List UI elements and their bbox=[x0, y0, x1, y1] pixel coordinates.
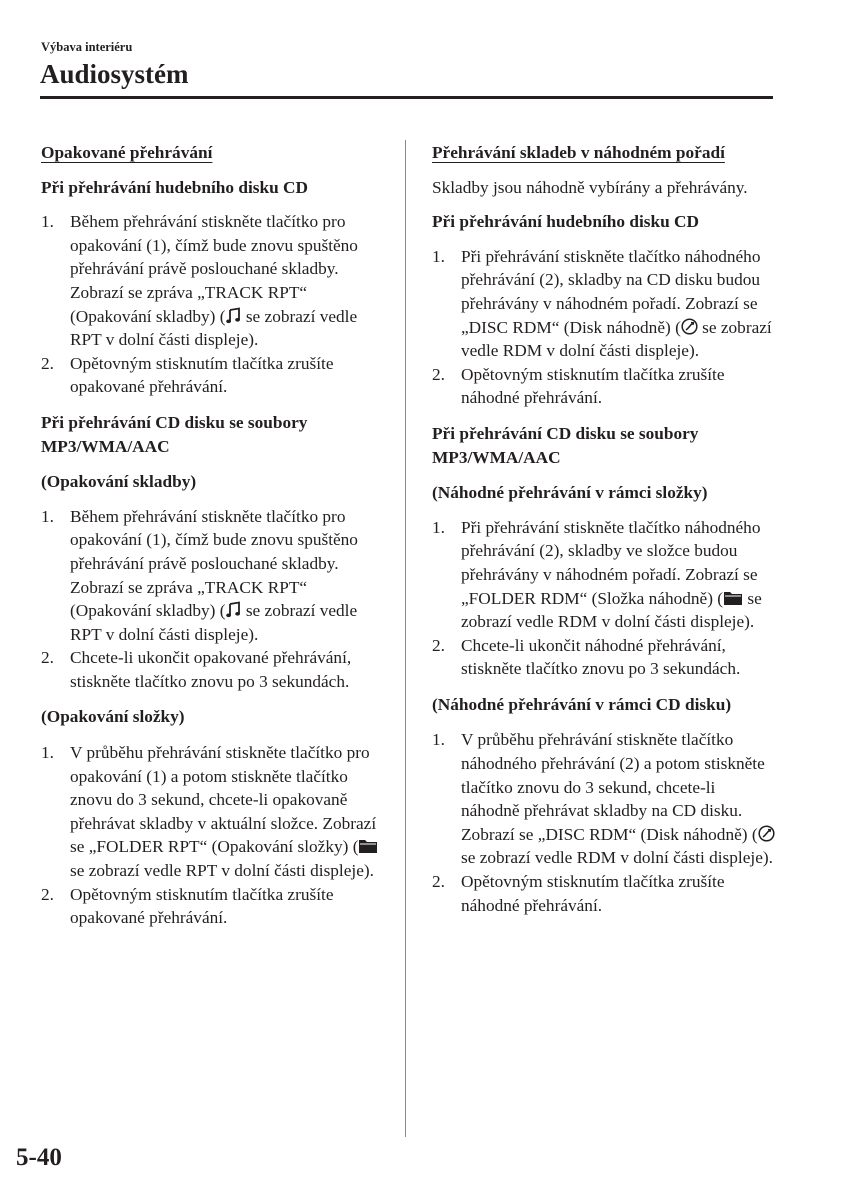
subheading-mp3-disc: Při přehrávání CD disku se soubory MP3/WMA/AAC bbox=[41, 412, 308, 456]
step-number: 1. bbox=[432, 517, 445, 537]
step-number: 2. bbox=[41, 353, 54, 373]
subheading-repeat-folder: (Opakování složky) bbox=[41, 707, 185, 727]
step-number: 2. bbox=[41, 884, 54, 904]
step-number: 2. bbox=[41, 648, 54, 668]
subheading-mp3-disc: Při přehrávání CD disku se soubory MP3/WMA/AAC bbox=[432, 423, 699, 467]
folder-icon bbox=[358, 838, 378, 854]
list-item bbox=[41, 352, 391, 399]
step-text: Opětovným stisknutím tlačítka zrušíte náhodné přehrávání. bbox=[461, 872, 725, 915]
subheading-audio-cd: Při přehrávání hudebního disku CD bbox=[432, 212, 699, 232]
step-text: se zobrazí vedle RDM v dolní části displeje). bbox=[461, 317, 772, 361]
right-column bbox=[432, 141, 777, 917]
step-text: Opětovným stisknutím tlačítka zrušíte opakované přehrávání. bbox=[70, 884, 334, 928]
step-number: 1. bbox=[432, 730, 445, 750]
list-item bbox=[41, 210, 391, 352]
title-rule bbox=[40, 96, 773, 99]
left-column bbox=[41, 141, 391, 930]
step-number: 1. bbox=[41, 212, 54, 232]
step-text: se zobrazí vedle RDM v dolní části displeje). bbox=[461, 588, 762, 632]
list-item bbox=[41, 883, 391, 930]
list-item bbox=[432, 245, 777, 363]
list-item bbox=[432, 516, 777, 634]
subheading-audio-cd: Při přehrávání hudebního disku CD bbox=[41, 177, 308, 197]
list-item bbox=[432, 363, 777, 410]
steps-random-disc bbox=[432, 728, 777, 917]
step-text: se zobrazí vedle RPT v dolní části displeje). bbox=[70, 306, 358, 350]
step-number: 1. bbox=[41, 506, 54, 526]
subheading-random-folder: (Náhodné přehrávání v rámci složky) bbox=[432, 483, 708, 503]
step-text: Během přehrávání stiskněte tlačítko pro opakování (1), čímž bude znovu spuštěno přehrávání právě poslouchané skladby. Zobrazí se zpráva „TRACK RPT“ (Opakování skladby) ( bbox=[70, 212, 358, 326]
list-item bbox=[41, 646, 391, 693]
subheading-random-disc: (Náhodné přehrávání v rámci CD disku) bbox=[432, 694, 732, 714]
music-note-icon bbox=[226, 307, 242, 324]
page-title: Audiosystém bbox=[40, 59, 189, 89]
step-text: se zobrazí vedle RPT v dolní části displeje). bbox=[70, 861, 374, 881]
music-note-icon bbox=[226, 601, 242, 618]
list-item bbox=[432, 870, 777, 917]
step-text: Při přehrávání stiskněte tlačítko náhodného přehrávání (2), skladby ve složce budou přehrávány v náhodném pořadí. Zobrazí se „FOLDER RDM“ (Složka náhodně) ( bbox=[461, 517, 761, 608]
steps-repeat-audio-cd bbox=[41, 210, 391, 399]
step-number: 1. bbox=[432, 246, 445, 266]
step-text: V průběhu přehrávání stiskněte tlačítko pro opakování (1) a potom stiskněte tlačítko znovu do 3 sekund, chcete-li opakovaně přehrávat skladby v aktuální složce. Zobrazí se „FOLDER RPT“ (Opakování složky) ( bbox=[70, 743, 377, 857]
disc-random-icon bbox=[758, 825, 775, 842]
column-divider bbox=[405, 140, 406, 1137]
section-label: Výbava interiéru bbox=[41, 40, 133, 54]
disc-random-icon bbox=[681, 318, 698, 335]
steps-random-audio-cd bbox=[432, 245, 777, 410]
step-text: Chcete-li ukončit opakované přehrávání, stiskněte tlačítko znovu po 3 sekundách. bbox=[70, 648, 352, 691]
step-text: Při přehrávání stiskněte tlačítko náhodného přehrávání (2), skladby na CD disku budou přehrávány v náhodném pořadí. Zobrazí se „DISC RDM“ (Disk náhodně) ( bbox=[461, 246, 761, 337]
step-text: Během přehrávání stiskněte tlačítko pro opakování (1), čímž bude znovu spuštěno přehrávání právě poslouchané skladby. Zobrazí se zpráva „TRACK RPT“ (Opakování skladby) ( bbox=[70, 506, 358, 621]
list-item bbox=[41, 741, 391, 883]
step-text: Opětovným stisknutím tlačítka zrušíte opakované přehrávání. bbox=[70, 353, 334, 397]
steps-random-folder bbox=[432, 516, 777, 681]
subheading-repeat-track: (Opakování skladby) bbox=[41, 472, 197, 492]
step-text: V průběhu přehrávání stiskněte tlačítko náhodného přehrávání (2) a potom stiskněte tlačítko znovu do 3 sekund, chcete-li náhodně přehrávat skladby na CD disku. Zobrazí se „DISC RDM“ (Disk náhodně) ( bbox=[461, 730, 765, 844]
section-heading-random: Přehrávání skladeb v náhodném pořadí bbox=[432, 143, 725, 162]
step-text: Chcete-li ukončit náhodné přehrávání, stiskněte tlačítko znovu po 3 sekundách. bbox=[461, 635, 741, 679]
step-text: Opětovným stisknutím tlačítka zrušíte náhodné přehrávání. bbox=[461, 364, 725, 408]
step-number: 2. bbox=[432, 364, 445, 384]
step-number: 1. bbox=[41, 743, 54, 763]
step-number: 2. bbox=[432, 872, 445, 892]
steps-repeat-track bbox=[41, 505, 391, 694]
steps-repeat-folder bbox=[41, 741, 391, 930]
list-item bbox=[432, 634, 777, 681]
list-item bbox=[41, 505, 391, 647]
section-heading-repeat: Opakované přehrávání bbox=[41, 143, 213, 162]
step-number: 2. bbox=[432, 635, 445, 655]
step-text: se zobrazí vedle RPT v dolní části displeje). bbox=[70, 601, 358, 644]
step-text: se zobrazí vedle RDM v dolní části displeje). bbox=[461, 848, 773, 868]
page-number: 5-40 bbox=[16, 1144, 62, 1171]
folder-icon bbox=[723, 590, 743, 606]
list-item bbox=[432, 728, 777, 870]
intro-text: Skladby jsou náhodně vybírány a přehrávány. bbox=[432, 177, 748, 197]
